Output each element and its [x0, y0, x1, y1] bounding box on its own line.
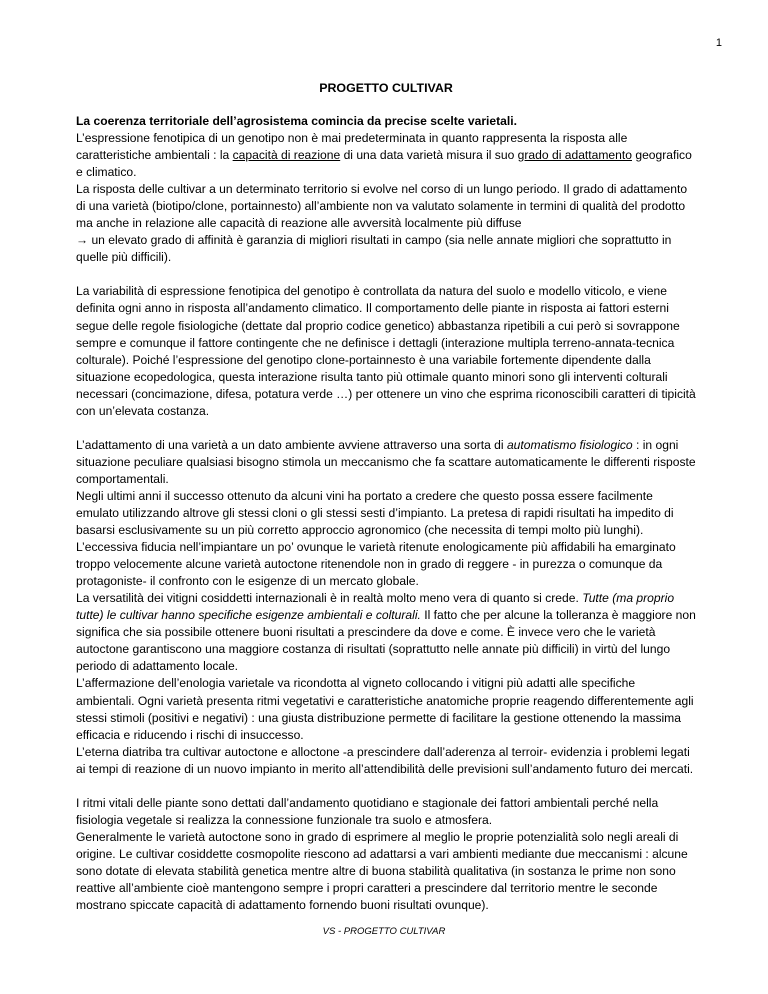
section-heading: La coerenza territoriale dell’agrosistema comincia da precise scelte varietali.	[76, 114, 517, 128]
section-paragraph-4	[76, 795, 696, 914]
underlined-term-grado: grado di adattamento	[517, 148, 632, 163]
paragraph-text: L’eterna diatriba tra cultivar autoctone e alloctone -a prescindere dall’aderenza al terroir- evidenzia i problemi legati ai tempi di reazione di un nuovo impianto in merito all’attendibilità delle previsioni sull’andamento futuro dei mercati.	[76, 744, 694, 776]
arrow-icon: →	[76, 233, 89, 248]
page-number: 1	[715, 37, 722, 49]
italic-term: automatismo fisiologico	[506, 437, 633, 452]
paragraph-text: Generalmente le varietà autoctone sono in grado di esprimere al meglio le proprie potenzialità solo negli areali di origine. Le cultivar cosiddette cosmopolite riescono ad adattarsi a vari ambienti mediante due meccanismi : alcune sono dotate di elevata stabilità genetica mentre altre di buona stabilità qualitativa (in sostanza le prime non sono reattive all’ambiente cioè mantengono sempre i propri caratteri a prescindere dal territorio mentre le seconde mostrano spiccate capacità di adattamento fornendo buoni risultati ovunque).	[76, 829, 688, 913]
italic-statement: Tutte (ma proprio tutte) le cultivar hanno specifiche esigenze ambientali e colturali.	[76, 591, 675, 623]
paragraph-text: I ritmi vitali delle piante sono dettati dall’andamento quotidiano e stagionale dei fattori ambientali perché nella fisiologia vegetale si realizza la connessione funzionale tra suolo e atmosfera.	[76, 795, 659, 827]
underlined-term-capacita: capacità di reazione	[232, 148, 341, 163]
paragraph-text: La risposta delle cultivar a un determinato territorio si evolve nel corso di un lungo periodo. Il grado di adattamento di una varietà (biotipo/clone, portainnesto) all’ambiente non va valutato solamente in termini di qualità del prodotto ma anche in relazione alle capacità di reazione alle avversità localmente più diffuse	[76, 182, 688, 231]
paragraph-text: Negli ultimi anni il successo ottenuto da alcuni vini ha portato a credere che questo possa essere facilmente emulato utilizzando altrove gli stessi cloni o gli stessi sesti d’impianto. La pretesa di rapidi risultati ha impedito di basarsi esclusivamente su un più corretto approccio agronomico (che necessita di tempi molto più lunghi). L’eccessiva fiducia nell’impiantare un po’ ovunque le varietà ritenute enologicamente più affidabili ha emarginato troppo velocemente alcune varietà autoctone ritenendole non in grado di reggere - in purezza o comunque da protagoniste- il confronto con le esigenze di un mercato globale.	[76, 488, 676, 589]
paragraph-text: L’espressione fenotipica di un genotipo non è mai predeterminata in quanto rappresenta la risposta alle caratteristiche ambientali : la capacità di reazione di una data varietà misura il suo grado di adattamento geografico e climatico.	[76, 131, 692, 180]
paragraph-2: La variabilità di espressione fenotipica del genotipo è controllata da natura del suolo e modello viticolo, e viene definita ogni anno in risposta all’andamento climatico. Il comportamento delle piante in risposta ai fattori esterni segue delle regole fisiologiche (dettate dal proprio codice genetico) abbastanza ripetibili a cui però si sovrappone sempre e comunque il fattore contingente che ne definisce i dettagli (interazione multipla terreno-annata-tecnica colturale). Poiché l’espressione del genotipo clone-portainnesto è una variabile fortemente dipendente dalla situazione ecopedologica, questa interazione risulta tanto più ottimale quanto minori sono gli interventi colturali necessari (concimazione, difesa, potatura verde …) per ottenere un vino che esprima riconoscibili caratteri di tipicità con un’elevata costanza.	[76, 284, 696, 418]
page-footer: VS - PROGETTO CULTIVAR	[322, 926, 446, 937]
paragraph-text: L’affermazione dell’enologia varietale va ricondotta al vigneto collocando i vitigni più adatti alle specifiche ambientali. Ogni varietà presenta ritmi vegetativi e caratteristiche anatomiche proprie reagendo differentemente agli stessi stimoli (positivi e negativi) : una giusta distribuzione permette di facilitare la gestione ottenendo la massima efficacia e riducendo i rischi di insuccesso.	[76, 676, 694, 742]
document-body	[76, 80, 696, 914]
section-paragraph-3	[76, 437, 696, 778]
paragraph-text: La versatilità dei vitigni cosiddetti internazionali è in realtà molto meno vera di quanto si crede. Tutte (ma proprio tutte) le cultivar hanno specifiche esigenze ambientali e colturali. Il fatto che per alcune la tolleranza è maggiore non significa che sia possibile ottenere buoni risultati a prescindere da dove e come. È invece vero che le varietà autoctone garantiscono una maggiore costanza di risultati (soprattutto nelle annate più difficili) in virtù del lungo periodo di adattamento locale.	[76, 591, 696, 674]
paragraph-text: L’adattamento di una varietà a un dato ambiente avviene attraverso una sorta di automatismo fisiologico : in ogni situazione peculiare qualsiasi bisogno stimola un meccanismo che fa scattare automaticamente le differenti risposte comportamentali.	[76, 437, 696, 486]
document-title: PROGETTO CULTIVAR	[319, 81, 453, 95]
paragraph-text: → un elevato grado di affinità è garanzia di migliori risultati in campo (sia nelle annate migliori che soprattutto in quelle più difficili).	[76, 233, 672, 265]
section-paragraph-1	[76, 113, 696, 266]
